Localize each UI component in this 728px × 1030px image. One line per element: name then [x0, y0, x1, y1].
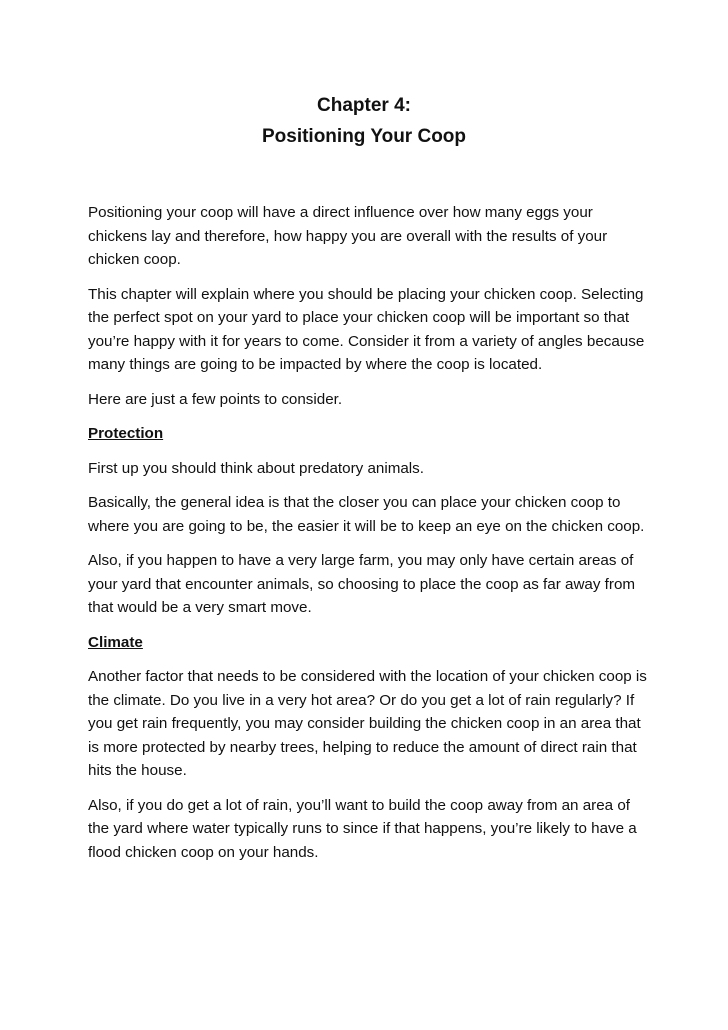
intro-paragraph: Positioning your coop will have a direct influence over how many eggs your chickens lay and therefore, how happy you are overall with the results of your chicken coop. [88, 204, 608, 268]
section-paragraph: Another factor that needs to be considered with the location of your chicken coop is the climate. Do you live in a very hot area? Or do you get a lot of rain regularly? If you get rain frequently, you may consider building the chicken coop in an area that is more protected by nearby trees, helping to reduce the amount of direct rain that hits the house. [88, 668, 647, 779]
chapter-heading [0, 90, 728, 152]
document-body [88, 201, 648, 875]
section-paragraph: Also, if you do get a lot of rain, you’ll want to build the coop away from an area of the yard where water typically runs to since if that happens, you’re likely to have a flood chicken coop on your hands. [88, 796, 637, 861]
section-paragraph: First up you should think about predatory animals. [88, 459, 424, 477]
section-heading-protection: Protection [88, 425, 164, 442]
section-heading-climate: Climate [88, 633, 143, 651]
chapter-title: Positioning Your Coop [261, 126, 467, 147]
intro-paragraph: This chapter will explain where you should be placing your chicken coop. Selecting the perfect spot on your yard to place your chicken coop will be important so that you’re happy with it for years to come. Consider it from a variety of angles because many things are going to be impacted by where the coop is located. [88, 285, 645, 373]
section-paragraph: Basically, the general idea is that the closer you can place your chicken coop to where you are going to be, the easier it will be to keep an eye on the chicken coop. [88, 494, 645, 535]
section-paragraph: Also, if you happen to have a very large farm, you may only have certain areas of your yard that encounter animals, so choosing to place the coop as far away from that would be a very smart move. [88, 552, 636, 616]
chapter-label: Chapter 4: [317, 95, 411, 116]
intro-paragraph: Here are just a few points to consider. [88, 390, 343, 408]
